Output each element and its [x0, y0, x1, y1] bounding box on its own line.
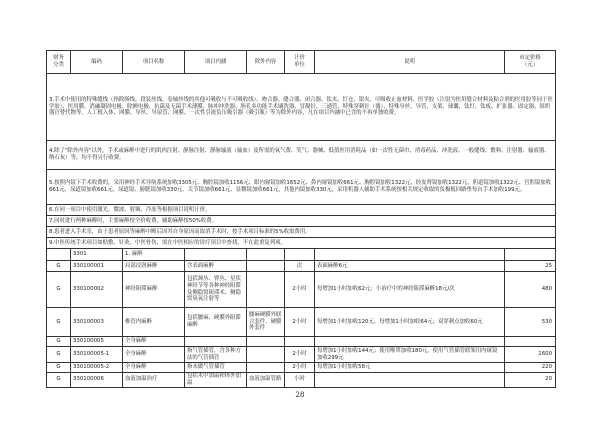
note-8: 8.患者进入手术室，由于患者原因等麻醉中断后因其自身原因而取消手术时，按手术项目标准的5%收取费用。 — [47, 227, 556, 238]
cell-unit: 次 — [285, 261, 315, 272]
cell-code: 330100005 — [71, 337, 123, 347]
cell-price: 1600 — [505, 347, 556, 363]
cell-price — [505, 337, 556, 347]
cell-cat: G — [47, 373, 71, 388]
cell-price — [505, 249, 556, 261]
table-row — [47, 373, 556, 388]
note-6: 6.在同一项目中使用激光、微波、射频、冷冻等根据项目说明计价。 — [47, 205, 556, 216]
header-name: 项目名称 — [123, 51, 185, 74]
table-row — [47, 272, 556, 308]
note-5: 5.按照内镜下手术收费的，采用神经手术导航系统加收3305元、胸腔镜加收1156元、眼内窥镜加收1652元、鼻内窥镜加收661元、胸腔镜加收1322元、经皮肾镜加收1322元、胆道镜加收1322元、宫腔镜加收661元、尿道镜加收661元、尿道镜、膀胱镜加收330元、关节镜加收661元、显微镜加收661元，其他内镜加收330元，采用机器人辅助手术系统按相关规定收取的负极板回路垫每台手术加收199元。 — [47, 170, 556, 205]
cell-unit: 2小时 — [285, 363, 315, 373]
cell-price: 530 — [505, 308, 556, 337]
note-7: 7.同时进行两种麻醉时，主要麻醉按全价收费，辅助麻醉按50%收费。 — [47, 216, 556, 227]
header-price: 市定价格 （元） — [505, 51, 556, 74]
cell-code: 3301 — [71, 249, 123, 261]
header-desc: 说明 — [315, 51, 505, 74]
cell-code: 330100005-2 — [71, 363, 123, 373]
table-row — [47, 249, 556, 261]
cell-except: 血液加温管路 — [247, 373, 285, 388]
cell-code: 330100005-1 — [71, 347, 123, 363]
cell-unit: 小时 — [285, 373, 315, 388]
cell-name: 局部浸润麻醉 — [123, 261, 185, 272]
cell-except — [247, 363, 285, 373]
header-row — [47, 51, 556, 74]
note-row — [47, 205, 556, 216]
cell-except — [247, 249, 285, 261]
cell-cat: G — [47, 363, 71, 373]
header-except: 除外内容 — [247, 51, 285, 74]
cell-price: 220 — [505, 363, 556, 373]
note-row — [47, 238, 556, 249]
note-row — [47, 141, 556, 170]
cell-desc: 每增加1小时加收62元；小治疗中的神经阻滞麻醉18元/次 — [315, 272, 505, 308]
table-row — [47, 337, 556, 347]
cell-desc: 表面麻醉6元 — [315, 261, 505, 272]
cell-except — [247, 347, 285, 363]
note-row — [47, 227, 556, 238]
cell-name: 1. 麻醉 — [123, 249, 185, 261]
cell-content — [185, 249, 247, 261]
cell-content — [185, 337, 247, 347]
cell-cat: G — [47, 347, 71, 363]
cell-except: 腰麻硬膜外联合套件、硬膜外套件 — [247, 308, 285, 337]
cell-except — [247, 261, 285, 272]
note-row — [47, 170, 556, 205]
cell-except — [247, 272, 285, 308]
price-table — [46, 50, 556, 388]
cell-desc: 每增加1小时加收144元；使用喉罩加收180元，使用气管插管联架用内窥镜加收299元 — [315, 347, 505, 363]
cell-price: 480 — [505, 272, 556, 308]
cell-cat: G — [47, 261, 71, 272]
table-row — [47, 363, 556, 373]
cell-price: 25 — [505, 261, 556, 272]
table-row — [47, 261, 556, 272]
cell-desc — [315, 373, 505, 388]
cell-code: 330100003 — [71, 308, 123, 337]
table-row — [47, 308, 556, 337]
cell-desc — [315, 337, 505, 347]
cell-code: 330100001 — [71, 261, 123, 272]
page-number: 28 — [295, 391, 305, 399]
cell-unit — [285, 337, 315, 347]
cell-content: 包括腰麻、硬膜外阻滞麻醉 — [185, 308, 247, 337]
cell-name: 血液加温治疗 — [123, 373, 185, 388]
note-3: 3.手术中使用的特殊缝线（指除肠线、段装丝线、卷轴丝线的其他可吸收与不可吸收线）、吻合器、缝合器、闭合器、钛夹、钉仓、银夹、可吸收止血材料、医学胶（注射为医用缝合材料及粘合剂的医用胶等同于医学胶）、医用膜、消融凝固电极、除颤电极、抗菌及无菌手术薄膜、脉冲冲洗器、胆孔多功能手术刷洗器、冒凝针、三通管、特殊穿刺针（器）、特殊导丝、导管、支架、球囊、钛钉、钛板、扩张器、固定器、组织器官替代物等，人工植入体、网膜、导丝、导尿管、网膜、一次性引流负压吸引器（吸引瓶）等为除外内容，凡在项目内涵中已含的不再单独收费。 — [47, 74, 556, 141]
header-code: 编码 — [71, 51, 123, 74]
cell-content: 包括颈丛、臂丛、星状神经节等各种神经阻滞及侧隐窝阻滞术、侧隐窝臭氧注射等 — [185, 272, 247, 308]
cell-code: 330100002 — [71, 272, 123, 308]
cell-content: 指气管插管，含各种方法的气管插管 — [185, 347, 247, 363]
cell-content: 包括术中加温和体外加温 — [185, 373, 247, 388]
note-row — [47, 74, 556, 141]
cell-name: 神经阻滞麻醉 — [123, 272, 185, 308]
cell-except — [247, 337, 285, 347]
cell-content: 指未做气管插管 — [185, 363, 247, 373]
note-9: 9.中医传统手术项目如贴敷、针灸、中医骨伤，需在中医相应的诊疗项目中查找，不在此重复列项。 — [47, 238, 556, 249]
header-content: 项目内涵 — [185, 51, 247, 74]
cell-unit — [285, 249, 315, 261]
cell-unit: 2小时 — [285, 308, 315, 337]
cell-name: 椎管内麻醉 — [123, 308, 185, 337]
cell-price: 20 — [505, 373, 556, 388]
header-cat: 财务 分类 — [47, 51, 71, 74]
table-row — [47, 347, 556, 363]
note-row — [47, 216, 556, 227]
cell-cat: G — [47, 308, 71, 337]
cell-name: 全身麻醉 — [123, 363, 185, 373]
cell-content: 含表面麻醉 — [185, 261, 247, 272]
note-4: 4.除了"除外内容"以外，手术或麻醉中进行的肌肉注射、静脉注射、静脉输液（输血）及所需的氧气费、笑气、器械、低值医用消耗品（如一次性无菌巾、消毒药品、冲洗液、一般缝线、敷料、注射器、输液器、纳石灰）等，均不得另行收费。 — [47, 141, 556, 170]
cell-code: 330100006 — [71, 373, 123, 388]
cell-desc — [315, 249, 505, 261]
cell-cat: G — [47, 272, 71, 308]
cell-name: 全身麻醉 — [123, 347, 185, 363]
header-unit: 计价 单位 — [285, 51, 315, 74]
cell-cat: G — [47, 337, 71, 347]
cell-name: 全身麻醉 — [123, 337, 185, 347]
cell-unit: 2小时 — [285, 272, 315, 308]
cell-desc: 每增加1小时加收58元 — [315, 363, 505, 373]
cell-desc: 每增加1小时加收120元、每增加1小时加收64元；双穿刺点加收60元 — [315, 308, 505, 337]
cell-cat — [47, 249, 71, 261]
cell-unit: 2小时 — [285, 347, 315, 363]
